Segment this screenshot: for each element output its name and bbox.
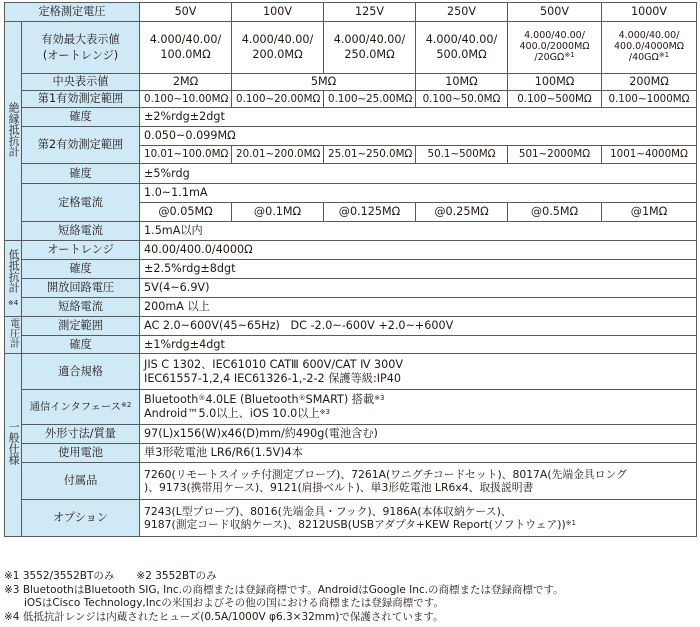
first-range-500v: 0.100~500MΩ [508,91,602,108]
volt-range-label: 測定範囲 [22,317,140,336]
footnotes [4,570,696,624]
note4-marker: ※4 [7,299,19,307]
lr-open-voltage-row [5,279,697,298]
interface-label [22,390,140,425]
note3-marker: ※3 [319,408,330,416]
center-500v: 100MΩ [508,74,602,91]
dimensions-value: 97(L)x156(W)x46(D)mm/約490g(電池含む) [140,425,697,444]
accessories-line2: )、9173(携帯用ケース)、9121(肩掛ベルト)、単3形乾電池 LR6x4、取扱説明書 [144,481,534,494]
lr-accuracy-row [5,260,697,279]
interface-bt-b: 4.0LE (Bluetooth [205,393,299,406]
category-voltage-text: 電圧計 [7,318,19,349]
first-range-100v: 0.100~20.00MΩ [232,91,324,108]
note3-marker: ※3 [374,394,385,402]
max-display-50v [140,22,232,74]
note1-marker: ※1 [564,50,575,59]
second-range-100v: 20.01~200.0MΩ [232,146,324,164]
max-display-125v [324,22,416,74]
options-row [5,500,697,537]
max-display-250v [416,22,508,74]
max-display-label [22,22,140,74]
options-value [140,500,697,537]
battery-row [5,444,697,463]
accessories-value [140,463,697,500]
second-range-50v: 10.01~100.0MΩ [140,146,232,164]
standards-label: 適合規格 [22,354,140,390]
rated-current-500v: @0.5MΩ [508,203,602,222]
interface-os: Android™5.0以上、iOS 10.0以上 [144,407,320,420]
volt-accuracy-row [5,336,697,354]
voltage-100v: 100V [232,3,324,22]
center-row [5,74,697,91]
voltage-50v: 50V [140,3,232,22]
rated-current-100v: @0.1MΩ [232,203,324,222]
max-display-100v [232,22,324,74]
lr-short-current-value: 200mA 以上 [140,298,697,317]
standards-line1: JIS C 1302、IEC61010 CATⅢ 600V/CAT Ⅳ 300V [144,357,403,371]
second-range-label: 第2有効測定範囲 [22,127,140,164]
category-insulation [5,22,22,241]
registered-mark: ® [298,394,306,402]
accessories-row [5,463,697,500]
interface-label-text: 通信インタフェース [29,400,121,413]
volt-accuracy-label: 確度 [22,336,140,354]
short-current-label: 短絡電流 [22,222,140,241]
first-range-label: 第1有効測定範囲 [22,91,140,108]
footnote-2: ※2 3552BTのみ [136,570,217,582]
lr-open-voltage-label: 開放回路電圧 [22,279,140,298]
accuracy1-value: ±2%rdg±2dgt [140,108,697,127]
footnote-3a: ※3 BluetoothはBluetooth SIG, Inc.の商標または登録商標です。AndroidはGoogle Inc.の商標または登録商標です。 [4,583,564,596]
max-display-label-text: 有効最大表示値 (オートレンジ) [41,33,120,62]
lr-open-voltage-value: 5V(4~6.9V) [140,279,697,298]
interface-bt-a: Bluetooth [144,393,199,406]
volt-range-value: AC 2.0~600V(45~65Hz) DC -2.0~-600V +2.0~+600V [140,317,697,336]
accuracy2-row [5,164,697,184]
first-range-250v: 0.100~50.0MΩ [416,91,508,108]
battery-label: 使用電池 [22,444,140,463]
voltage-500v: 500V [508,3,602,22]
footnote-1: ※1 3552/3552BTのみ [4,570,115,582]
standards-value [140,354,697,390]
lr-autorange-label: オートレンジ [22,241,140,260]
rated-current-250v: @0.25MΩ [416,203,508,222]
lr-accuracy-value: ±2.5%rdg±8dgt [140,260,697,279]
lr-short-current-label: 短絡電流 [22,298,140,317]
battery-value: 単3形乾電池 LR6/R6(1.5V)4本 [140,444,697,463]
dimensions-label: 外形寸法/質量 [22,425,140,444]
first-range-1000v: 0.100~1000MΩ [602,91,697,108]
rated-current-1000v: @1MΩ [602,203,697,222]
category-insulation-text: 絶縁抵抗計 [7,101,21,157]
standards-line2: IEC61557-1,2,4 IEC61326-1,-2-2 保護等級:IP40 [144,371,401,385]
first-range-125v: 0.100~25.00MΩ [324,91,416,108]
max-display-1000v-text: 4.000/40.00/ 400.0/4000MΩ [614,30,685,53]
lr-autorange-row [5,241,697,260]
note2-marker: ※2 [120,400,132,409]
max-display-125v-text: 4.000/40.00/ 250.0MΩ [333,32,406,61]
accuracy2-value: ±5%rdg [140,164,697,184]
rated-current-50v: @0.05MΩ [140,203,232,222]
standards-row [5,354,697,390]
max-display-50v-text: 4.000/40.00/ 100.0MΩ [149,32,222,61]
interface-value [140,390,697,425]
footnote-3b: iOSはCisco Technology,Incの米国およびその他の国における商標または登録商標です。 [24,597,444,609]
voltage-250v: 250V [416,3,508,22]
accuracy2-label: 確度 [22,164,140,184]
rated-current-top-row [5,184,697,203]
interface-row [5,390,697,425]
accuracy1-row [5,108,697,127]
voltage-125v: 125V [324,3,416,22]
center-100-125v: 5MΩ [232,74,416,91]
note1-marker: ※1 [658,50,670,59]
max-display-row [5,22,697,74]
lr-autorange-value: 40.00/400.0/4000Ω [140,241,697,260]
second-range-500v: 501~2000MΩ [508,146,602,164]
max-display-1000v-tail: /40GΩ [628,51,659,63]
second-range-1000v: 1001~4000MΩ [602,146,697,164]
category-low-resistance [5,241,22,317]
max-display-500v-tail: /20GΩ [534,51,565,63]
max-display-500v [508,22,602,74]
rated-current-label: 定格電流 [22,184,140,222]
options-label: オプション [22,500,140,537]
registered-mark: ® [198,394,206,402]
category-voltage [5,317,22,354]
footnote-1-2 [4,570,696,584]
category-general-text: 一般仕様 [7,421,21,466]
second-range-top-row [5,127,697,146]
center-50v: 2MΩ [140,74,232,91]
rated-current-top: 1.0~1.1mA [140,184,697,203]
second-range-125v: 25.01~250.0MΩ [324,146,416,164]
note1-marker: ※1 [565,519,576,527]
rated-current-125v: @0.125MΩ [324,203,416,222]
category-low-resistance-text: 低抵抗計 [7,248,21,293]
max-display-250v-text: 4.000/40.00/ 500.0MΩ [425,32,498,61]
options-line1: 7243(L型プローブ)、8016(先端金具・フック)、9186A(本体収納ケース)、 [144,504,512,518]
accessories-line1: 7260(リモートスイッチ付測定プローブ)、7261A(ワニグチコードセット)、8017A(先端金具ロング [144,467,627,481]
short-current-value: 1.5mA以内 [140,222,697,241]
volt-range-row [5,317,697,336]
lr-short-current-row [5,298,697,317]
short-current-row [5,222,697,241]
first-range-row [5,91,697,108]
header-label: 定格測定電圧 [5,3,140,22]
center-1000v: 200MΩ [602,74,697,91]
accuracy1-label: 確度 [22,108,140,127]
interface-bt-c: SMART) 搭載 [305,393,375,406]
max-display-1000v [602,22,697,74]
max-display-500v-text: 4.000/40.00/ 400.0/2000MΩ [519,30,590,53]
spec-table [4,2,697,537]
second-range-top: 0.050~0.099MΩ [140,127,697,146]
footnote-4: ※4 低抵抗計レンジは内蔵されたヒューズ(0.5A/1000V φ6.3×32mm)で保護されています。 [4,610,444,623]
voltage-1000v: 1000V [602,3,697,22]
header-row [5,3,697,22]
max-display-100v-text: 4.000/40.00/ 200.0MΩ [241,32,314,61]
center-250v: 10MΩ [416,74,508,91]
second-range-250v: 50.1~500MΩ [416,146,508,164]
first-range-50v: 0.100~10.00MΩ [140,91,232,108]
dimensions-row [5,425,697,444]
volt-accuracy-value: ±1%rdg±4dgt [140,336,697,354]
options-line2: 9187(測定コード収納ケース)、8212USB(USBアダプタ+KEW Report(ソフトウェア)) [144,518,566,531]
center-label: 中央表示値 [22,74,140,91]
lr-accuracy-label: 確度 [22,260,140,279]
accessories-label: 付属品 [22,463,140,500]
category-general [5,354,22,537]
